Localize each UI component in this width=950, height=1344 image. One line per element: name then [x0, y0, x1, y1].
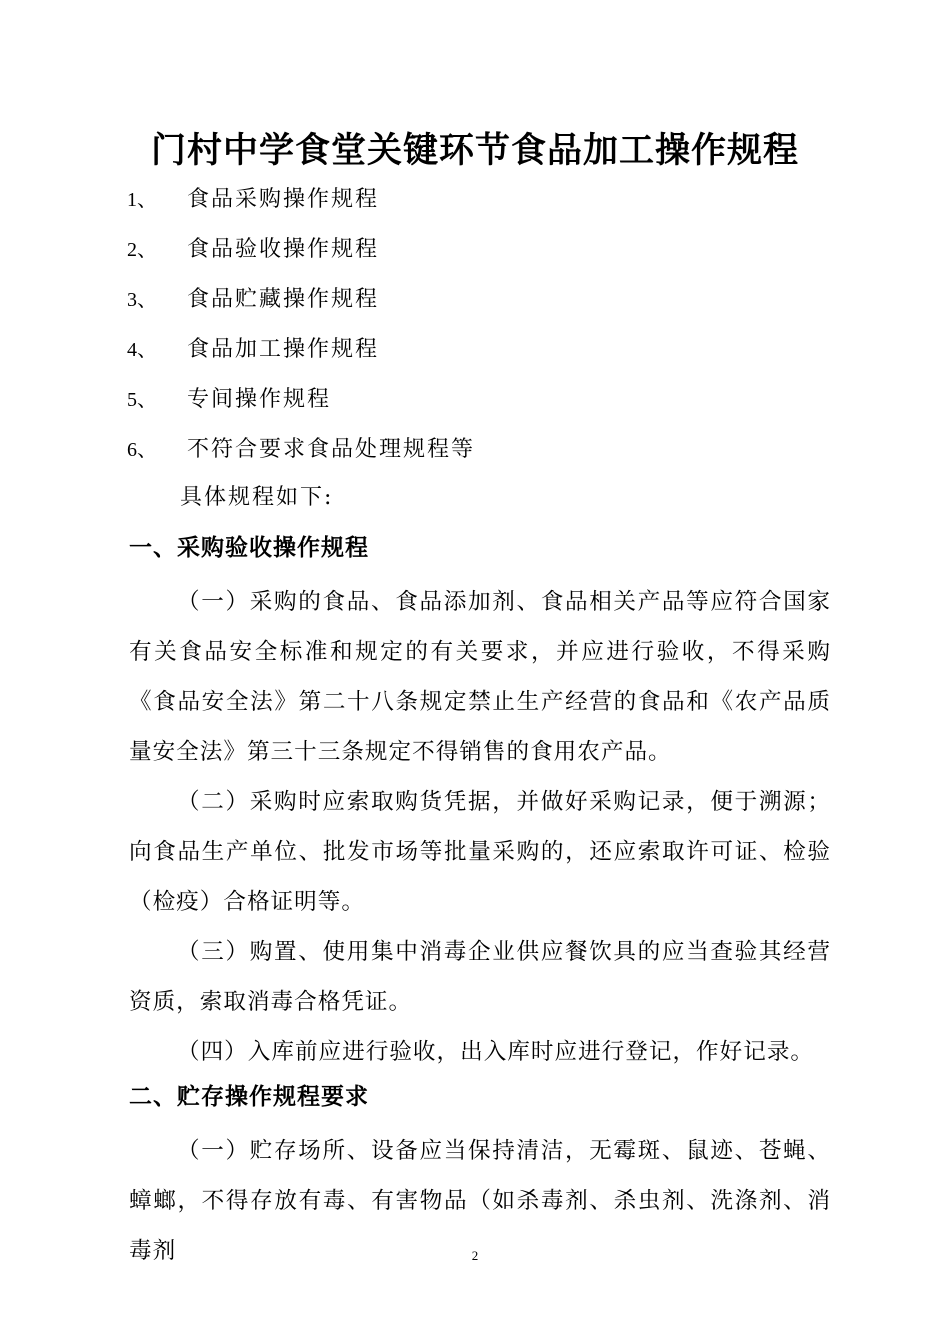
list-item-number: 5、 — [127, 389, 157, 411]
list-item — [127, 232, 475, 282]
list-item — [127, 282, 475, 332]
procedure-list — [127, 182, 475, 482]
list-item — [127, 332, 475, 382]
section-heading-procurement: 一、采购验收操作规程 — [129, 534, 369, 561]
body-paragraph: （二）采购时应索取购货凭据，并做好采购记录，便于溯源；向食品生产单位、批发市场等批量采购的，还应索取许可证、检验（检疫）合格证明等。 — [129, 789, 831, 915]
body-paragraph: （三）购置、使用集中消毒企业供应餐饮具的应当查验其经营资质，索取消毒合格凭证。 — [129, 939, 831, 1015]
list-item — [127, 432, 475, 482]
body-paragraph: （四）入库前应进行验收，出入库时应进行登记，作好记录。 — [177, 1039, 815, 1065]
list-item-number: 3、 — [127, 289, 157, 311]
list-item — [127, 382, 475, 432]
list-item — [127, 182, 475, 232]
list-item-label: 专间操作规程 — [187, 387, 332, 412]
body-paragraph: （一）贮存场所、设备应当保持清洁，无霉斑、鼠迹、苍蝇、蟑螂，不得存放有毒、有害物品（如杀毒剂、杀虫剂、洗涤剂、消毒剂 — [129, 1138, 831, 1264]
list-item-number: 1、 — [127, 189, 157, 211]
list-item-label: 食品加工操作规程 — [187, 337, 380, 362]
list-item-label: 食品验收操作规程 — [187, 237, 380, 262]
list-item-label: 食品采购操作规程 — [187, 187, 380, 212]
document-title: 门村中学食堂关键环节食品加工操作规程 — [150, 130, 799, 171]
list-item-label: 食品贮藏操作规程 — [187, 287, 380, 312]
section-heading-storage: 二、贮存操作规程要求 — [129, 1083, 369, 1110]
list-item-label: 不符合要求食品处理规程等 — [187, 437, 476, 462]
list-item-number: 6、 — [127, 439, 157, 461]
page-number: 2 — [471, 1248, 479, 1263]
body-paragraph: （一）采购的食品、食品添加剂、食品相关产品等应符合国家有关食品安全标准和规定的有关要求，并应进行验收，不得采购《食品安全法》第二十八条规定禁止生产经营的食品和《农产品质量安全法》第三十三条规定不得销售的食用农产品。 — [129, 589, 831, 765]
intro-text: 具体规程如下: — [180, 485, 334, 510]
list-item-number: 2、 — [127, 239, 157, 261]
list-item-number: 4、 — [127, 339, 157, 361]
